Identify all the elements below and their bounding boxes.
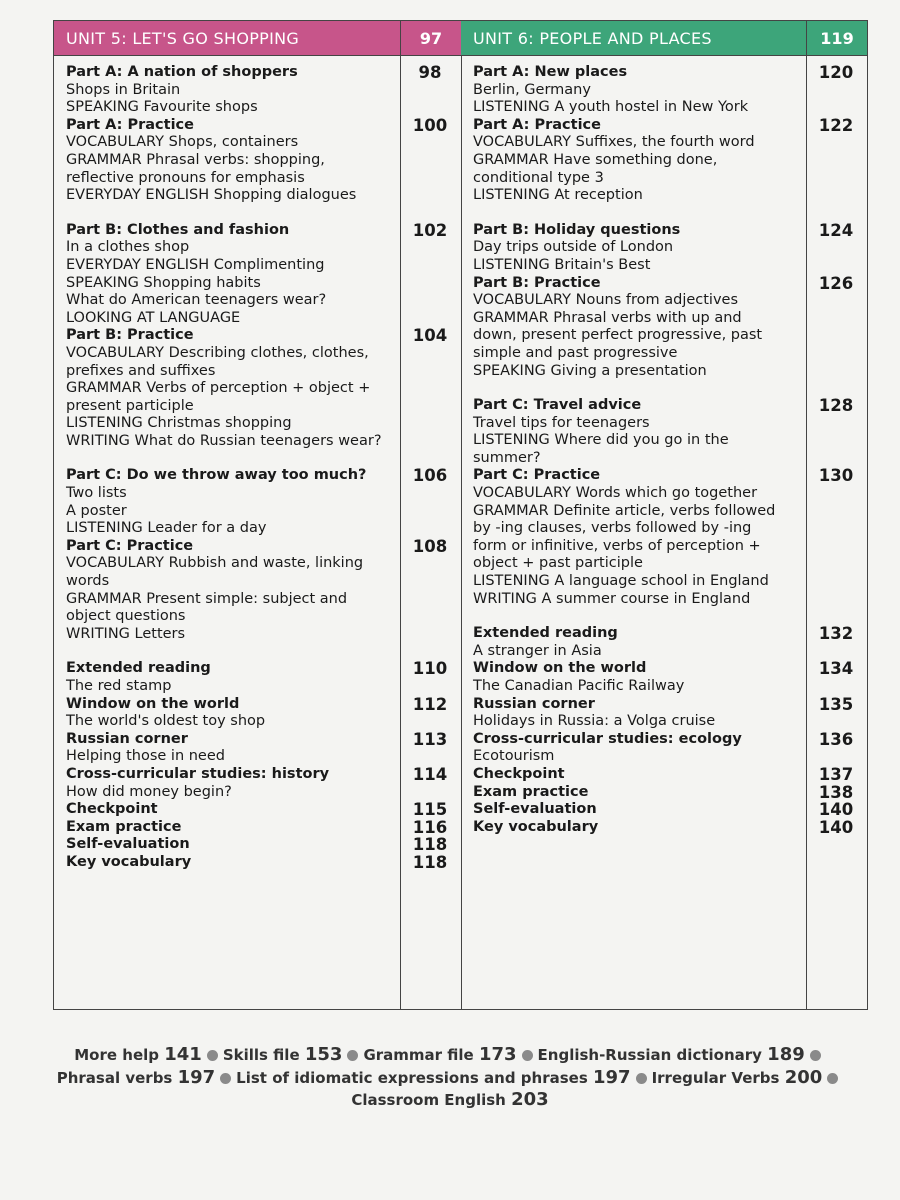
toc-item: SPEAKING Giving a presentation: [473, 362, 707, 379]
toc-heading: Self-evaluation: [66, 836, 190, 853]
toc-section: [66, 220, 448, 451]
toc-heading-row: [473, 115, 854, 135]
toc-item-row: [66, 713, 390, 731]
toc-heading: Checkpoint: [66, 801, 158, 818]
toc-item-row: [473, 239, 796, 257]
bullet-icon: [347, 1050, 358, 1061]
footer-line: [40, 1067, 860, 1090]
unit-5-title: UNIT 5: LET'S GO SHOPPING: [66, 28, 300, 48]
toc-item-row: [66, 503, 390, 521]
footer-item-page: 200: [784, 1066, 823, 1088]
reference-footer: [40, 1044, 860, 1112]
toc-heading: Part B: Holiday questions: [473, 221, 681, 238]
toc-item-row: [66, 187, 390, 205]
toc-item: WRITING What do Russian teenagers wear?: [66, 432, 382, 449]
bullet-icon: [522, 1050, 533, 1061]
toc-item-row: [473, 310, 796, 363]
toc-item: Holidays in Russia: a Volga cruise: [473, 713, 716, 730]
unit-6-column: [461, 21, 867, 1009]
toc-item-row: [66, 380, 390, 415]
unit-6-entries: [461, 56, 854, 1009]
toc-item-row: [66, 82, 390, 100]
toc-heading-row: [473, 694, 854, 714]
toc-page-number: 140: [818, 800, 854, 820]
toc-item: WRITING Letters: [66, 625, 186, 642]
toc-heading: Russian corner: [473, 695, 595, 712]
toc-item-row: [473, 187, 796, 205]
toc-heading-row: [473, 764, 854, 784]
toc-item-row: [66, 678, 390, 696]
toc-page-number: 138: [818, 782, 854, 802]
toc-page-number: 118: [412, 852, 448, 872]
toc-item: The Canadian Pacific Railway: [473, 678, 685, 694]
toc-item: Ecotourism: [473, 748, 555, 765]
toc-page-number: 120: [818, 63, 854, 82]
toc-heading-row: [66, 220, 448, 240]
bullet-icon: [220, 1073, 231, 1084]
toc-item: VOCABULARY Suffixes, the fourth word: [473, 134, 755, 151]
footer-item-label: English-Russian dictionary: [537, 1046, 762, 1064]
toc-item-row: [473, 485, 796, 503]
toc-item: Two lists: [66, 485, 127, 502]
toc-item-row: [66, 626, 390, 644]
toc-heading-row: [473, 729, 854, 749]
toc-page-number: 132: [818, 624, 854, 644]
footer-item-label: Grammar file: [363, 1046, 474, 1064]
toc-item: VOCABULARY Words which go together: [473, 485, 758, 502]
toc-item-row: [473, 432, 796, 467]
toc-heading-row: [66, 835, 448, 855]
toc-heading: Part C: Practice: [66, 537, 194, 554]
unit-6-header: [461, 21, 867, 56]
toc-item: How did money begin?: [66, 783, 232, 800]
toc-section: [66, 659, 448, 872]
toc-page-number: 122: [818, 115, 854, 135]
toc-item-row: [66, 239, 390, 257]
toc-section: [473, 624, 854, 837]
unit-5-header: [54, 21, 461, 56]
footer-line: [40, 1089, 860, 1112]
toc-item: GRAMMAR Have something done, conditional type 3: [473, 151, 718, 186]
toc-item: LISTENING A language school in England: [473, 573, 769, 590]
unit-6-page-number: 119: [806, 21, 867, 55]
toc-item-row: [66, 310, 390, 328]
toc-item: Berlin, Germany: [473, 81, 591, 98]
toc-heading-row: [66, 694, 448, 714]
toc-page-number: 124: [818, 220, 854, 240]
toc-item: LISTENING Christmas shopping: [66, 415, 292, 432]
footer-item-label: List of idiomatic expressions and phrases: [236, 1068, 588, 1087]
toc-heading: Key vocabulary: [473, 818, 599, 835]
footer-item-page: 197: [177, 1066, 216, 1088]
toc-page-number: 114: [412, 764, 448, 784]
toc-heading-row: [66, 115, 448, 135]
toc-heading: Key vocabulary: [66, 853, 192, 870]
toc-item-row: [66, 345, 390, 380]
toc-item-row: [473, 99, 796, 117]
toc-item-row: [473, 643, 796, 661]
footer-item-page: 153: [304, 1044, 343, 1065]
footer-item-label: More help: [74, 1046, 160, 1064]
toc-item: GRAMMAR Definite article, verbs followed by -ing clauses, verbs followed by -ing form or infinitive, verbs of perception + object + past participle: [473, 502, 776, 572]
toc-item-row: [473, 82, 796, 100]
toc-heading-row: [66, 466, 448, 486]
toc-item-row: [473, 257, 796, 275]
toc-item: A poster: [66, 502, 127, 519]
toc-heading-row: [66, 764, 448, 784]
toc-page-number: 130: [818, 466, 854, 486]
toc-item: Helping those in need: [66, 748, 225, 765]
toc-heading: Exam practice: [66, 818, 182, 835]
footer-item-label: Phrasal verbs: [56, 1068, 173, 1087]
toc-heading: Part A: Practice: [473, 116, 601, 133]
toc-heading-row: [66, 800, 448, 820]
table-of-contents: [53, 20, 868, 1010]
toc-heading: Part A: New places: [473, 64, 628, 80]
toc-page-number: 100: [412, 115, 448, 135]
toc-item-row: [66, 257, 390, 275]
toc-page-number: 98: [418, 63, 442, 82]
footer-item-label: Skills file: [222, 1046, 300, 1064]
toc-item-row: [473, 713, 796, 731]
toc-heading-row: [473, 63, 854, 82]
toc-item-row: [66, 485, 390, 503]
toc-item: What do American teenagers wear?: [66, 292, 327, 309]
toc-item-row: [66, 152, 390, 187]
toc-heading-row: [473, 817, 854, 837]
toc-item-row: [66, 433, 390, 451]
bullet-icon: [207, 1050, 218, 1061]
toc-heading: Part B: Practice: [66, 327, 194, 344]
toc-heading: Cross-curricular studies: history: [66, 765, 330, 782]
toc-item-row: [66, 591, 390, 626]
toc-item: GRAMMAR Phrasal verbs: shopping, reflective pronouns for emphasis: [66, 151, 325, 186]
toc-heading: Russian corner: [66, 730, 188, 747]
toc-heading-row: [66, 63, 442, 82]
toc-item: SPEAKING Favourite shops: [66, 99, 258, 116]
toc-heading: Part A: A nation of shoppers: [66, 64, 298, 80]
toc-item: LISTENING Leader for a day: [66, 520, 267, 537]
toc-item: LISTENING Where did you go in the summer?: [473, 432, 729, 466]
unit-5-page-column: [400, 56, 461, 1009]
toc-section: [473, 396, 854, 608]
toc-item: GRAMMAR Verbs of perception + object + present participle: [66, 380, 371, 414]
toc-page-number: 108: [412, 536, 448, 556]
toc-item-row: [473, 415, 796, 433]
toc-page-number: 137: [818, 764, 854, 784]
toc-item: A stranger in Asia: [473, 642, 602, 659]
footer-item-page: 141: [164, 1044, 202, 1065]
toc-heading: Part B: Clothes and fashion: [66, 221, 290, 238]
unit-6-page-column: [806, 56, 867, 1009]
toc-item-row: [66, 134, 390, 152]
toc-heading-row: [66, 852, 448, 872]
toc-item: EVERYDAY ENGLISH Complimenting: [66, 256, 325, 273]
bullet-icon: [810, 1050, 821, 1061]
toc-item-row: [66, 520, 390, 538]
toc-heading: Part C: Travel advice: [473, 397, 642, 414]
toc-heading-row: [66, 536, 448, 556]
toc-page-number: 112: [412, 694, 448, 714]
toc-page-number: 126: [818, 273, 854, 293]
toc-item-row: [66, 99, 390, 117]
toc-page-number: 116: [412, 817, 448, 837]
toc-section: [473, 63, 854, 205]
toc-item-row: [66, 415, 390, 433]
toc-heading-row: [66, 326, 448, 346]
footer-item-label: Classroom English: [351, 1091, 506, 1109]
bullet-icon: [827, 1073, 838, 1084]
toc-heading-row: [66, 817, 448, 837]
toc-page-number: 115: [412, 800, 448, 820]
toc-page-number: 106: [412, 466, 448, 486]
toc-heading: Extended reading: [66, 660, 211, 677]
toc-heading-row: [66, 729, 448, 749]
toc-heading: Part C: Practice: [473, 467, 601, 484]
toc-heading: Extended reading: [473, 625, 618, 642]
footer-item-page: 173: [478, 1044, 517, 1065]
toc-heading: Part C: Do we throw away too much?: [66, 467, 367, 484]
toc-heading: Cross-curricular studies: ecology: [473, 730, 742, 747]
toc-heading-row: [473, 800, 854, 820]
toc-page-number: 128: [818, 396, 854, 416]
toc-item-row: [473, 678, 796, 696]
toc-page-number: 135: [818, 694, 854, 714]
toc-item: VOCABULARY Rubbish and waste, linking words: [66, 555, 364, 590]
toc-item: VOCABULARY Nouns from adjectives: [473, 292, 739, 309]
toc-heading-row: [473, 782, 854, 802]
toc-page-number: 118: [412, 835, 448, 855]
toc-item: Travel tips for teenagers: [473, 414, 650, 431]
toc-page-number: 102: [412, 220, 448, 240]
toc-heading: Part B: Practice: [473, 274, 601, 291]
toc-section: [66, 63, 448, 205]
toc-item-row: [473, 503, 796, 573]
toc-item-row: [473, 292, 796, 310]
toc-item: LISTENING A youth hostel in New York: [473, 99, 749, 116]
toc-item: LOOKING AT LANGUAGE: [66, 309, 241, 326]
toc-item-row: [66, 275, 390, 293]
unit-5-column: [54, 21, 462, 1009]
toc-item-row: [66, 748, 390, 766]
toc-heading: Part A: Practice: [66, 116, 194, 133]
footer-item-label: Irregular Verbs: [651, 1068, 780, 1087]
toc-item: The red stamp: [66, 678, 172, 694]
toc-heading: Window on the world: [66, 695, 240, 712]
toc-item-row: [66, 292, 390, 310]
unit-6-title: UNIT 6: PEOPLE AND PLACES: [473, 28, 712, 48]
toc-item: LISTENING At reception: [473, 187, 643, 204]
toc-item: VOCABULARY Shops, containers: [66, 134, 299, 151]
toc-item: GRAMMAR Present simple: subject and object questions: [66, 590, 348, 625]
unit-5-page-number: 97: [400, 21, 461, 55]
footer-line: [40, 1044, 860, 1067]
toc-page-number: 113: [412, 729, 448, 749]
toc-item-row: [473, 748, 796, 766]
toc-item: In a clothes shop: [66, 239, 190, 256]
footer-item-page: 189: [767, 1044, 805, 1065]
toc-page-number: 104: [412, 326, 448, 346]
toc-heading-row: [473, 659, 854, 679]
unit-5-entries: [54, 56, 448, 1009]
toc-item-row: [473, 591, 796, 609]
toc-item-row: [473, 134, 796, 152]
bullet-icon: [636, 1073, 647, 1084]
toc-item-row: [473, 152, 796, 187]
toc-heading: Checkpoint: [473, 765, 565, 782]
footer-item-page: 197: [593, 1066, 631, 1088]
toc-page-number: 136: [818, 729, 854, 749]
toc-heading-row: [473, 273, 854, 293]
toc-item: Day trips outside of London: [473, 239, 674, 256]
footer-item-page: 203: [511, 1089, 549, 1110]
toc-item: GRAMMAR Phrasal verbs with up and down, present perfect progressive, past simple and past progressive: [473, 309, 763, 361]
toc-heading-row: [473, 220, 854, 240]
toc-item-row: [473, 573, 796, 591]
toc-section: [473, 220, 854, 380]
toc-section: [66, 466, 448, 643]
toc-heading: Exam practice: [473, 783, 589, 800]
toc-heading-row: [66, 659, 448, 679]
toc-item: WRITING A summer course in England: [473, 590, 751, 607]
toc-heading-row: [473, 396, 854, 416]
toc-page-number: 140: [818, 817, 854, 837]
toc-item-row: [473, 363, 796, 381]
toc-item: LISTENING Britain's Best: [473, 256, 651, 273]
toc-item-row: [66, 784, 390, 802]
toc-item: Shops in Britain: [66, 81, 181, 98]
toc-item-row: [66, 555, 390, 590]
toc-heading: Window on the world: [473, 660, 647, 677]
toc-item: VOCABULARY Describing clothes, clothes, prefixes and suffixes: [66, 344, 369, 379]
toc-item: SPEAKING Shopping habits: [66, 274, 261, 291]
toc-item: The world's oldest toy shop: [66, 713, 266, 730]
toc-page-number: 134: [818, 659, 854, 679]
toc-heading-row: [473, 624, 854, 644]
toc-item: EVERYDAY ENGLISH Shopping dialogues: [66, 187, 357, 204]
toc-heading-row: [473, 466, 854, 486]
toc-page-number: 110: [412, 659, 448, 679]
toc-heading: Self-evaluation: [473, 801, 597, 818]
